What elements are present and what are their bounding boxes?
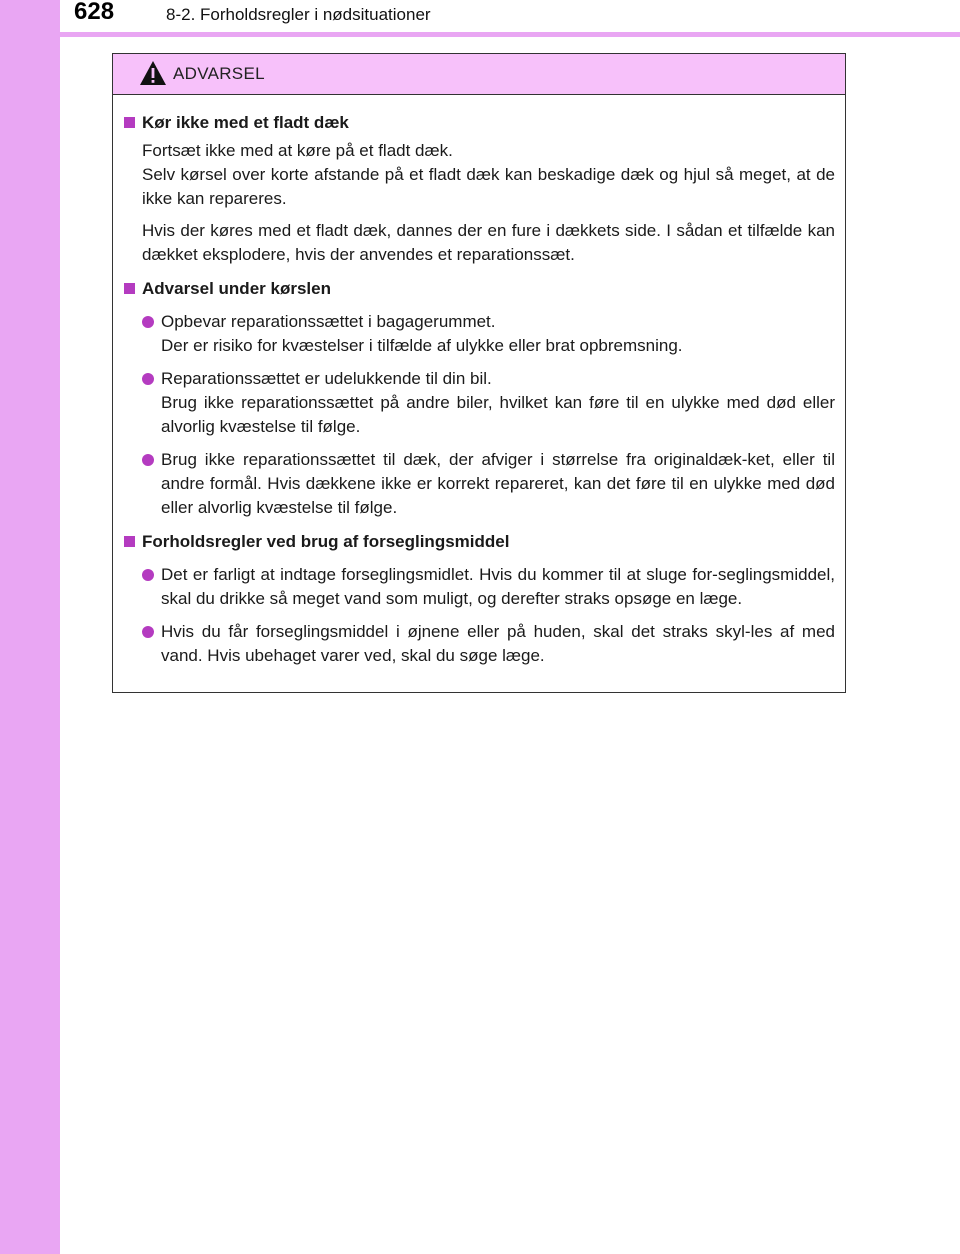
- list-item: [142, 620, 835, 668]
- round-bullet-icon: [142, 569, 154, 581]
- square-bullet-icon: [124, 283, 135, 294]
- bullet-line: Reparationssættet er udelukkende til din bil.: [161, 369, 492, 388]
- square-bullet-icon: [124, 536, 135, 547]
- warning-body: [113, 95, 845, 668]
- bullet-line: Hvis du får forseglingsmiddel i øjnene eller på huden, skal det straks skyl-les af med vand. Hvis ubehaget varer ved, skal du søge læge.: [161, 622, 835, 665]
- paragraph: Selv kørsel over korte afstande på et fladt dæk kan beskadige dæk og hjul så meget, at de ikke kan repareres.: [142, 165, 835, 208]
- heading-text: Forholdsregler ved brug af forseglingsmiddel: [142, 532, 510, 551]
- square-bullet-icon: [124, 117, 135, 128]
- heading-text: Advarsel under kørslen: [142, 279, 331, 298]
- heading-text: Kør ikke med et fladt dæk: [142, 113, 349, 132]
- round-bullet-icon: [142, 454, 154, 466]
- list-item: [142, 367, 835, 439]
- warning-label: ADVARSEL: [173, 64, 265, 83]
- paragraph: Hvis der køres med et fladt dæk, dannes der en fure i dækkets side. I sådan et tilfælde kan dækket eksplodere, hvis der anvendes et reparationssæt.: [142, 221, 835, 264]
- paragraph: Fortsæt ikke med at køre på et fladt dæk.: [142, 141, 453, 160]
- warning-header: [113, 54, 845, 95]
- bullet-line: Det er farligt at indtage forseglingsmidlet. Hvis du kommer til at sluge for-seglingsmiddel, skal du drikke så meget vand som muligt, og derefter straks opsøge en læge.: [161, 565, 835, 608]
- left-margin-band: [0, 0, 60, 1254]
- list-item: [142, 310, 835, 358]
- list-item: [142, 448, 835, 520]
- list-item: [142, 563, 835, 611]
- bullet-line: Brug ikke reparationssættet på andre biler, hvilket kan føre til en ulykke med død eller alvorlig kvæstelse til følge.: [161, 393, 835, 436]
- section-heading: [123, 111, 835, 135]
- round-bullet-icon: [142, 373, 154, 385]
- bullet-line: Der er risiko for kvæstelser i tilfælde af ulykke eller brat opbremsning.: [161, 336, 683, 355]
- bullet-line: Opbevar reparationssættet i bagagerummet.: [161, 312, 496, 331]
- section-heading: [123, 277, 835, 301]
- round-bullet-icon: [142, 626, 154, 638]
- header-rule: [60, 32, 960, 37]
- bullet-line: Brug ikke reparationssættet til dæk, der afviger i størrelse fra originaldæk-ket, eller til andre formål. Hvis dækkene ikke er korrekt repareret, kan det føre til en ulykke med død eller alvorlig kvæstelse til følge.: [161, 450, 835, 517]
- round-bullet-icon: [142, 316, 154, 328]
- section-title: 8-2. Forholdsregler i nødsituationer: [166, 5, 431, 24]
- section-heading: [123, 530, 835, 554]
- page-number: 628: [74, 0, 115, 25]
- warning-box: [112, 53, 846, 693]
- warning-triangle-icon: [139, 60, 167, 86]
